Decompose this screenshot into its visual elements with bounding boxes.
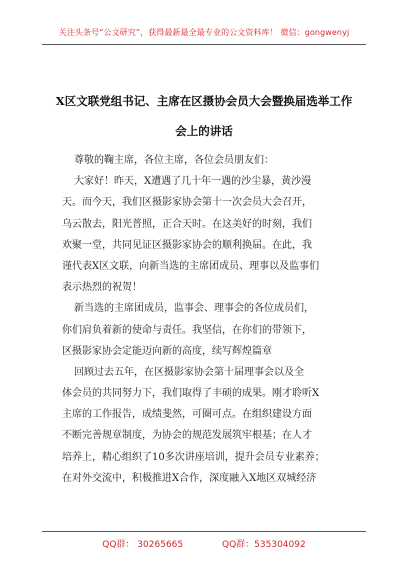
body-line: 大家好！昨天，X遭遇了几十年一遇的沙尘暴，黄沙漫 bbox=[74, 176, 312, 188]
body-line: 回顾过去五年，在区摄影家协会第十届理事会以及全 bbox=[74, 366, 304, 378]
body-line: 谨代表X区文联，向新当选的主席团成员、理事以及监事们 bbox=[62, 260, 320, 272]
body-line: 新当选的主席团成员，监事会、理事会的各位成员们， bbox=[74, 303, 314, 315]
footer-contact bbox=[0, 537, 408, 550]
document-title: X区文联党组书记、主席在区摄协会员大会暨换届选举工作 bbox=[55, 94, 353, 108]
body-line: 表示热烈的祝贺！ bbox=[62, 282, 142, 294]
body-line: 主席的工作报告，成绩斐然，可圈可点。在组织建设方面 bbox=[62, 409, 312, 421]
header-divider bbox=[42, 44, 366, 45]
footer-divider bbox=[42, 531, 366, 532]
footer-qq-secondary: QQ群：535304092 bbox=[222, 540, 306, 550]
document-body bbox=[62, 150, 352, 489]
body-line: 欢聚一堂，共同见证区摄影家协会的顺利换届。在此，我 bbox=[62, 239, 312, 251]
body-line: 体会员的共同努力下，我们取得了丰硕的成果。刚才聆听X bbox=[62, 388, 320, 400]
document-subtitle: 会上的讲话 bbox=[175, 124, 233, 138]
body-line: 在对外交流中，积极推进X合作，深度融入X地区双城经济 bbox=[62, 472, 317, 484]
body-line: 乌云散去，阳光普照，正合天时。在这美好的时刻，我们 bbox=[62, 218, 312, 230]
body-line: 天。而今天，我们区摄影家协会第十一次会员大会召开， bbox=[62, 197, 312, 209]
body-line: 不断完善规章制度，为协会的规范发展筑牢根基；在人才 bbox=[62, 430, 312, 442]
footer-qq-primary: QQ群： 30265665 bbox=[102, 540, 184, 550]
body-line: 你们肩负着新的使命与责任。我坚信，在你们的带领下， bbox=[62, 324, 312, 336]
body-line: 区摄影家协会定能迈向新的高度，续写辉煌篇章 bbox=[62, 345, 272, 357]
body-line: 培养上，精心组织了10多次讲座培训，提升会员专业素养； bbox=[62, 451, 325, 463]
header-note: 关注头条号“公文研究”，获得最新最全最专业的公文资料库！ 微信：gongwenyj bbox=[58, 28, 350, 37]
body-line: 尊敬的鞠主席，各位主席，各位会员朋友们： bbox=[74, 155, 274, 166]
